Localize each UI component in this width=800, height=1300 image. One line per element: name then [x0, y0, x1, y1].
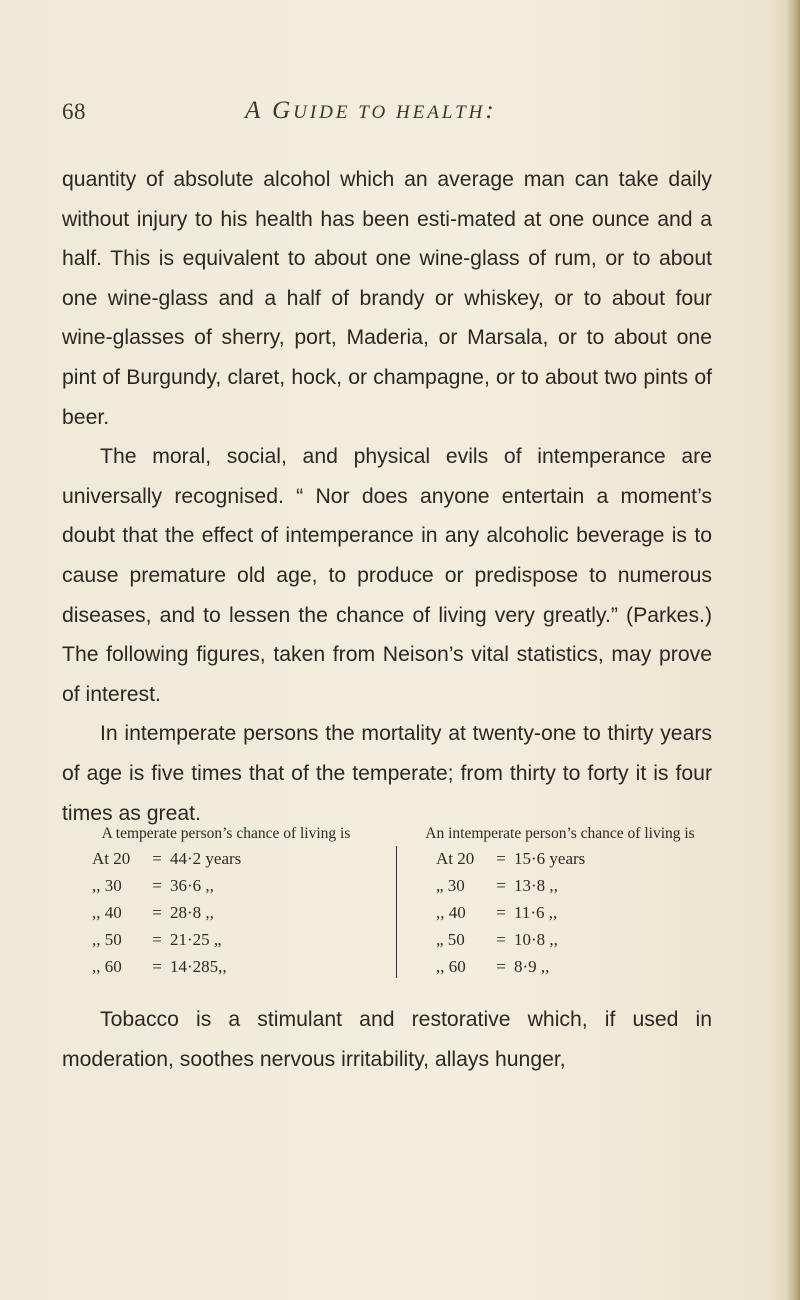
page-edge-shadow: [786, 0, 800, 1300]
value-cell: 15·6 years: [514, 849, 586, 868]
body-text: [62, 160, 712, 833]
table-row: [58, 872, 394, 899]
age-cell: At 20: [436, 849, 475, 868]
age-cell: ,, 40: [92, 903, 122, 922]
equals-cell: =: [152, 903, 162, 922]
temperate-column: [58, 824, 394, 980]
value-cell: 28·8 ,,: [170, 903, 214, 922]
table-row: [402, 845, 718, 872]
running-head-part: A G: [245, 97, 294, 124]
intemperate-column: [402, 824, 718, 980]
equals-cell: =: [152, 849, 162, 868]
running-head-part: TO H: [350, 102, 413, 123]
page-number: 68: [62, 99, 86, 124]
running-head-part: :: [485, 97, 497, 124]
equals-cell: =: [152, 876, 162, 895]
age-cell: ,, 30: [92, 876, 122, 895]
paragraph: The moral, social, and physical evils of intemperance are universally recognised. “ Nor does anyone entertain a moment’s doubt that the effect of intemperance in any alcoholic beverage is to cause premature old age, to produce or predispose to numerous diseases, and to lessen the chance of living very greatly.” (Parkes.) The following figures, taken from Neison’s vital statistics, may prove of interest.: [62, 445, 712, 706]
mortality-table: [0, 824, 800, 994]
value-cell: 11·6 ,,: [514, 903, 558, 922]
value-cell: 14·285,,: [170, 957, 227, 976]
age-cell: „ 30: [436, 876, 465, 895]
value-cell: 44·2 years: [170, 849, 242, 868]
age-cell: ,, 60: [92, 957, 122, 976]
table-row: [402, 872, 718, 899]
intemperate-column-heading: An intemperate person’s chance of living is: [425, 825, 695, 842]
equals-cell: =: [496, 903, 506, 922]
table-row: [58, 953, 394, 980]
table-row: [402, 953, 718, 980]
value-cell: 10·8 ,,: [514, 930, 558, 949]
age-cell: At 20: [92, 849, 131, 868]
table-row: [58, 899, 394, 926]
equals-cell: =: [496, 876, 506, 895]
running-head-smallcaps: UIDE: [293, 102, 351, 123]
running-head-smallcaps: EALTH: [412, 102, 486, 123]
value-cell: 36·6 ,,: [170, 876, 214, 895]
equals-cell: =: [496, 930, 506, 949]
paragraph: In intemperate persons the mortality at twenty-one to thirty years of age is five times that of the temperate; from thirty to forty it is four times as great.: [62, 722, 712, 825]
age-cell: „ 50: [436, 930, 465, 949]
table-row: [58, 845, 394, 872]
equals-cell: =: [152, 930, 162, 949]
equals-cell: =: [496, 849, 506, 868]
value-cell: 21·25 „: [170, 930, 222, 949]
age-cell: ,, 50: [92, 930, 122, 949]
age-cell: ,, 40: [436, 903, 466, 922]
value-cell: 13·8 ,,: [514, 876, 558, 895]
table-column-divider: [396, 846, 397, 978]
body-text-continued: [62, 1000, 712, 1079]
table-row: [402, 926, 718, 953]
paragraph: quantity of absolute alcohol which an average man can take daily without injury to his health has been esti-mated at one ounce and a half. This is equivalent to about one wine-glass of rum, or to about one wine-glass and a half of brandy or whiskey, or to about four wine-glasses of sherry, port, Maderia, or Marsala, or to about one pint of Burgundy, claret, hock, or champagne, or to about two pints of beer.: [62, 168, 712, 429]
running-head: [245, 97, 497, 125]
temperate-rows: [58, 845, 394, 980]
age-cell: ,, 60: [436, 957, 466, 976]
paragraph: Tobacco is a stimulant and restorative which, if used in moderation, soothes nervous irritability, allays hunger,: [62, 1008, 712, 1071]
equals-cell: =: [152, 957, 162, 976]
equals-cell: =: [496, 957, 506, 976]
table-row: [58, 926, 394, 953]
intemperate-rows: [402, 845, 718, 980]
value-cell: 8·9 ,,: [514, 957, 550, 976]
temperate-column-heading: A temperate person’s chance of living is: [101, 825, 351, 842]
table-row: [402, 899, 718, 926]
